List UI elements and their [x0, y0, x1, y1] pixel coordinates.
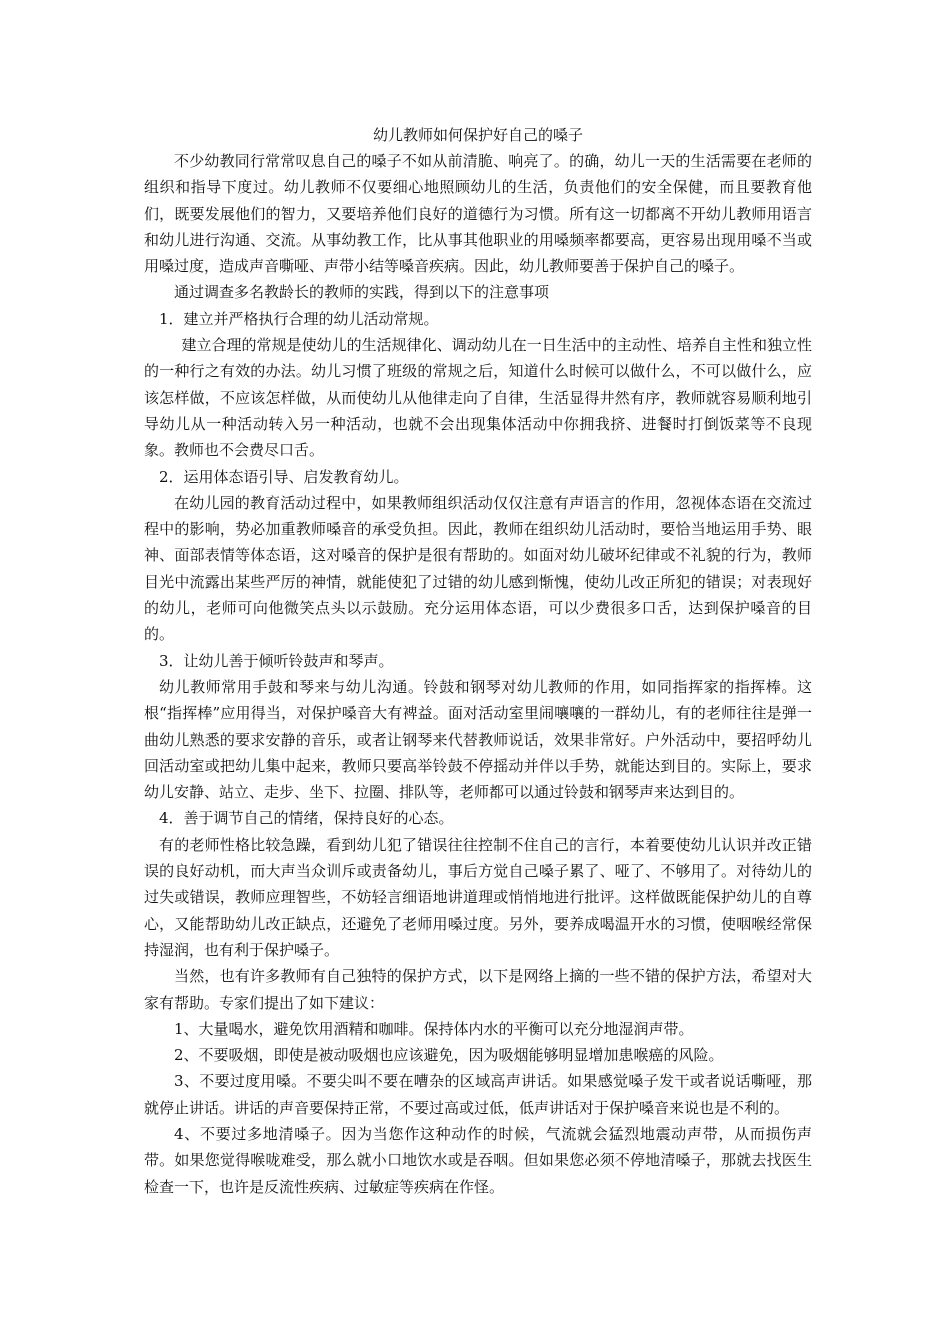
section-heading-2: 2．运用体态语引导、启发教育幼儿。	[159, 467, 409, 486]
section-body-1: 建立合理的常规是使幼儿的生活规律化、调动幼儿在一日生活中的主动性、培养自主性和独立性的一种行之有效的办法。幼儿习惯了班级的常规之后，知道什么时候可以做什么，不可以做什么，应该怎样做，不应该怎样做，从而使幼儿从他律走向了自律，生活显得井然有序，教师就容易顺利地引导幼儿从一种活动转入另一种活动，也就不会出现集体活动中你拥我挤、进餐时打倒饭菜等不良现象。教师也不会费尽口舌。	[144, 336, 812, 460]
section-heading-3: 3．让幼儿善于倾听铃鼓声和琴声。	[159, 651, 394, 670]
expert-advice-intro: 当然，也有许多教师有自己独特的保护方式，以下是网络上摘的一些不错的保护方法，希望对大家有帮助。专家们提出了如下建议：	[144, 967, 812, 1012]
intro-paragraph: 不少幼教同行常常叹息自己的嗓子不如从前清脆、响亮了。的确，幼儿一天的生活需要在老师的组织和指导下度过。幼儿教师不仅要细心地照顾幼儿的生活，负责他们的安全保健，而且要教育他们，既要发展他们的智力，又要培养他们良好的道德行为习惯。所有这一切都离不开幼儿教师用语言和幼儿进行沟通、交流。从事幼教工作，比从事其他职业的用嗓频率都要高，更容易出现用嗓不当或用嗓过度，造成声音嘶哑、声带小结等嗓音疾病。因此，幼儿教师要善于保护自己的嗓子。	[144, 152, 812, 276]
advice-item-3: 3、不要过度用嗓。不要尖叫不要在嘈杂的区域高声讲话。如果感觉嗓子发干或者说话嘶哑，那就停止讲话。讲话的声音要保持正常，不要过高或过低，低声讲话对于保护嗓音来说也是不利的。	[144, 1072, 812, 1117]
advice-item-2: 2、不要吸烟，即使是被动吸烟也应该避免，因为吸烟能够明显增加患喉癌的风险。	[174, 1046, 724, 1065]
document-title: 幼儿教师如何保护好自己的嗓子	[372, 126, 583, 144]
section-heading-1: 1．建立并严格执行合理的幼儿活动常规。	[159, 309, 439, 328]
section-body-4: 有的老师性格比较急躁，看到幼儿犯了错误往往控制不住自己的言行，本着要使幼儿认识并改正错误的良好动机，而大声当众训斥或责备幼儿，事后方觉自己嗓子累了、哑了、不够用了。对待幼儿的过失或错误，教师应理智些，不妨轻言细语地讲道理或悄悄地进行批评。这样做既能保护幼儿的自尊心，又能帮助幼儿改正缺点，还避免了老师用嗓过度。另外，要养成喝温开水的习惯，使咽喉经常保持湿润，也有利于保护嗓子。	[144, 835, 812, 959]
survey-intro-paragraph: 通过调查多名教龄长的教师的实践，得到以下的注意事项	[174, 283, 550, 302]
advice-item-1: 1、大量喝水，避免饮用酒精和咖啡。保持体内水的平衡可以充分地湿润声带。	[174, 1019, 694, 1038]
advice-item-4: 4、不要过多地清嗓子。因为当您作这种动作的时候，气流就会猛烈地震动声带，从而损伤声带。如果您觉得喉咙难受，那么就小口地饮水或是吞咽。但如果您必须不停地清嗓子，那就去找医生检查一下，也许是反流性疾病、过敏症等疾病在作怪。	[144, 1124, 812, 1196]
document-page	[144, 122, 812, 1200]
section-body-3: 幼儿教师常用手鼓和琴来与幼儿沟通。铃鼓和钢琴对幼儿教师的作用，如同指挥家的指挥棒。这根“指挥棒”应用得当，对保护嗓音大有裨益。面对活动室里闹嚷嚷的一群幼儿，有的老师往往是弹一曲幼儿熟悉的要求安静的音乐，或者让钢琴来代替教师说话，效果非常好。户外活动中，要招呼幼儿回活动室或把幼儿集中起来，教师只要高举铃鼓不停摇动并伴以手势，就能达到目的。实际上，要求幼儿安静、站立、走步、坐下、拉圈、排队等，老师都可以通过铃鼓和钢琴声来达到目的。	[144, 677, 812, 802]
section-heading-4: 4．善于调节自己的情绪，保持良好的心态。	[159, 809, 454, 828]
section-body-2: 在幼儿园的教育活动过程中，如果教师组织活动仅仅注意有声语言的作用，忽视体态语在交流过程中的影响，势必加重教师嗓音的承受负担。因此，教师在组织幼儿活动时，要恰当地运用手势、眼神、面部表情等体态语，这对嗓音的保护是很有帮助的。如面对幼儿破坏纪律或不礼貌的行为，教师目光中流露出某些严厉的神情，就能使犯了过错的幼儿感到惭愧，使幼儿改正所犯的错误；对表现好的幼儿，老师可向他微笑点头以示鼓励。充分运用体态语，可以少费很多口舌，达到保护嗓音的目的。	[144, 493, 812, 644]
